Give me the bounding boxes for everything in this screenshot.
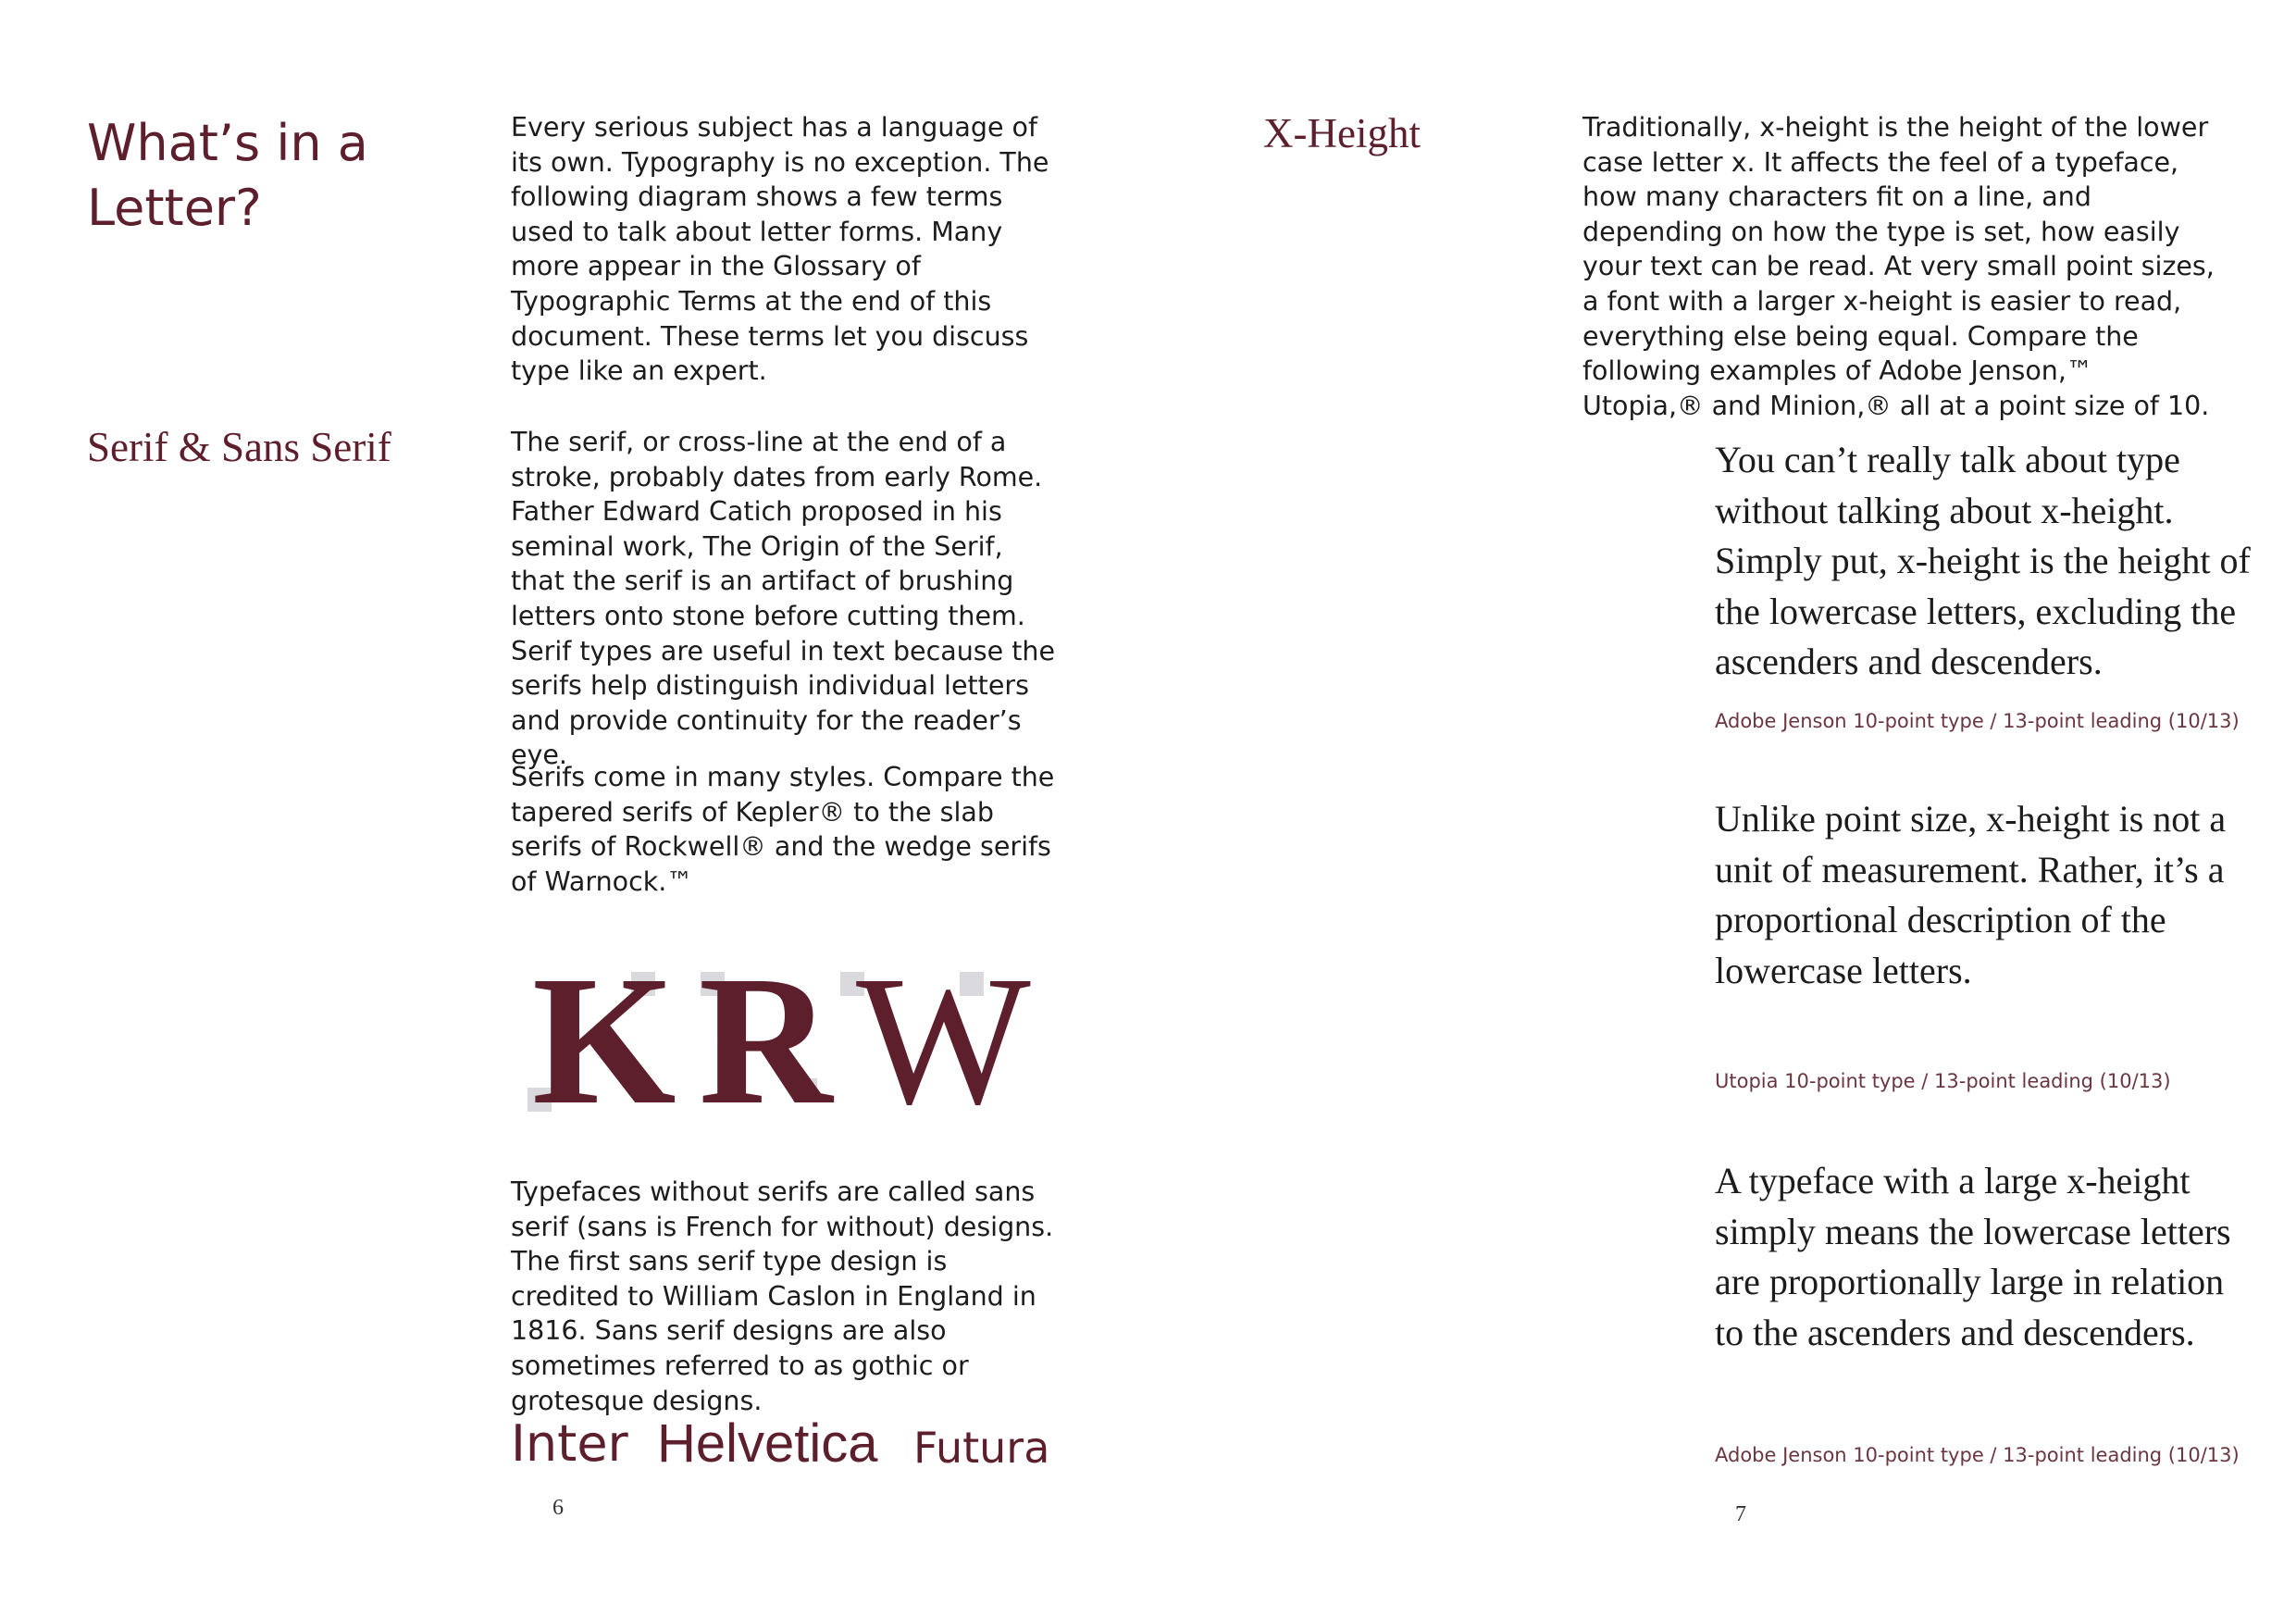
page-title: What’s in a Letter? [87, 114, 368, 237]
x-height-heading: X-Height [1263, 110, 1421, 156]
sans-serif-paragraph: Typefaces without serifs are called sans serif (sans is French for without) designs. The first sans serif type design is credited to William Caslon in England in 1816. Sans serif designs are also sometimes referred to as gothic or grotesque designs. [511, 1176, 1054, 1416]
sample-inter: Inter [511, 1414, 628, 1473]
page-number-left: 6 [552, 1496, 564, 1520]
caption-adobe-jenson-1: Adobe Jenson 10-point type / 13-point leading (10/13) [1715, 710, 2240, 732]
sample-helvetica: Helvetica [657, 1413, 878, 1474]
serif-styles-paragraph: Serifs come in many styles. Compare the tapered serifs of Kepler® to the slab serifs of Rockwell® and the wedge serifs of Warnock.™ [511, 762, 1055, 897]
letter-k: K [532, 939, 676, 1143]
serif-paragraph: The serif, or cross-line at the end of a stroke, probably dates from early Rome. Father Edward Catich proposed in his seminal work, The Origin of the Serif, that the serif is an artifact of brushing letters onto stone before cutting them. Serif types are useful in text because the serifs help distinguish individual letters and provide continuity for the reader’s eye. [511, 427, 1055, 771]
example-utopia: Unlike point size, x-height is not a unit of measurement. Rather, it’s a proportional description of the lowercase letters. [1715, 798, 2227, 991]
letter-w: W [856, 939, 1031, 1143]
intro-paragraph: Every serious subject has a language of its own. Typography is no exception. The following diagram shows a few terms used to talk about letter forms. Many more appear in the Glossary of Typographic Terms at the end of this document. These terms let you discuss type like an expert. [511, 112, 1049, 387]
serif-letters-illustration [523, 939, 1041, 1143]
x-height-intro-paragraph: Traditionally, x-height is the height of the lower case letter x. It affects the feel of a typeface, how many characters fit on a line, and depending on how the type is set, how easily your text can be read. At very small point sizes, a font with a larger x-height is easier to read, everything else being equal. Compare the following examples of Adobe Jenson,™ Utopia,® and Minion,® all at a point size of 10. [1582, 112, 2215, 421]
serif-sans-serif-heading: Serif & Sans Serif [87, 424, 391, 470]
example-adobe-jenson-1: You can’t really talk about type without talking about x-height. Simply put, x-height is the height of the lowercase letters, excluding the ascenders and descenders. [1715, 439, 2251, 682]
page-number-right: 7 [1735, 1502, 1746, 1526]
sans-serif-samples [511, 1412, 1048, 1476]
caption-utopia: Utopia 10-point type / 13-point leading (10/13) [1715, 1070, 2171, 1092]
example-adobe-jenson-2: A typeface with a large x-height simply means the lowercase letters are proportionally large in relation to the ascenders and descenders. [1715, 1160, 2231, 1353]
sample-futura: Futura [913, 1423, 1050, 1473]
caption-adobe-jenson-2: Adobe Jenson 10-point type / 13-point leading (10/13) [1715, 1444, 2240, 1466]
letter-r: R [699, 939, 833, 1143]
